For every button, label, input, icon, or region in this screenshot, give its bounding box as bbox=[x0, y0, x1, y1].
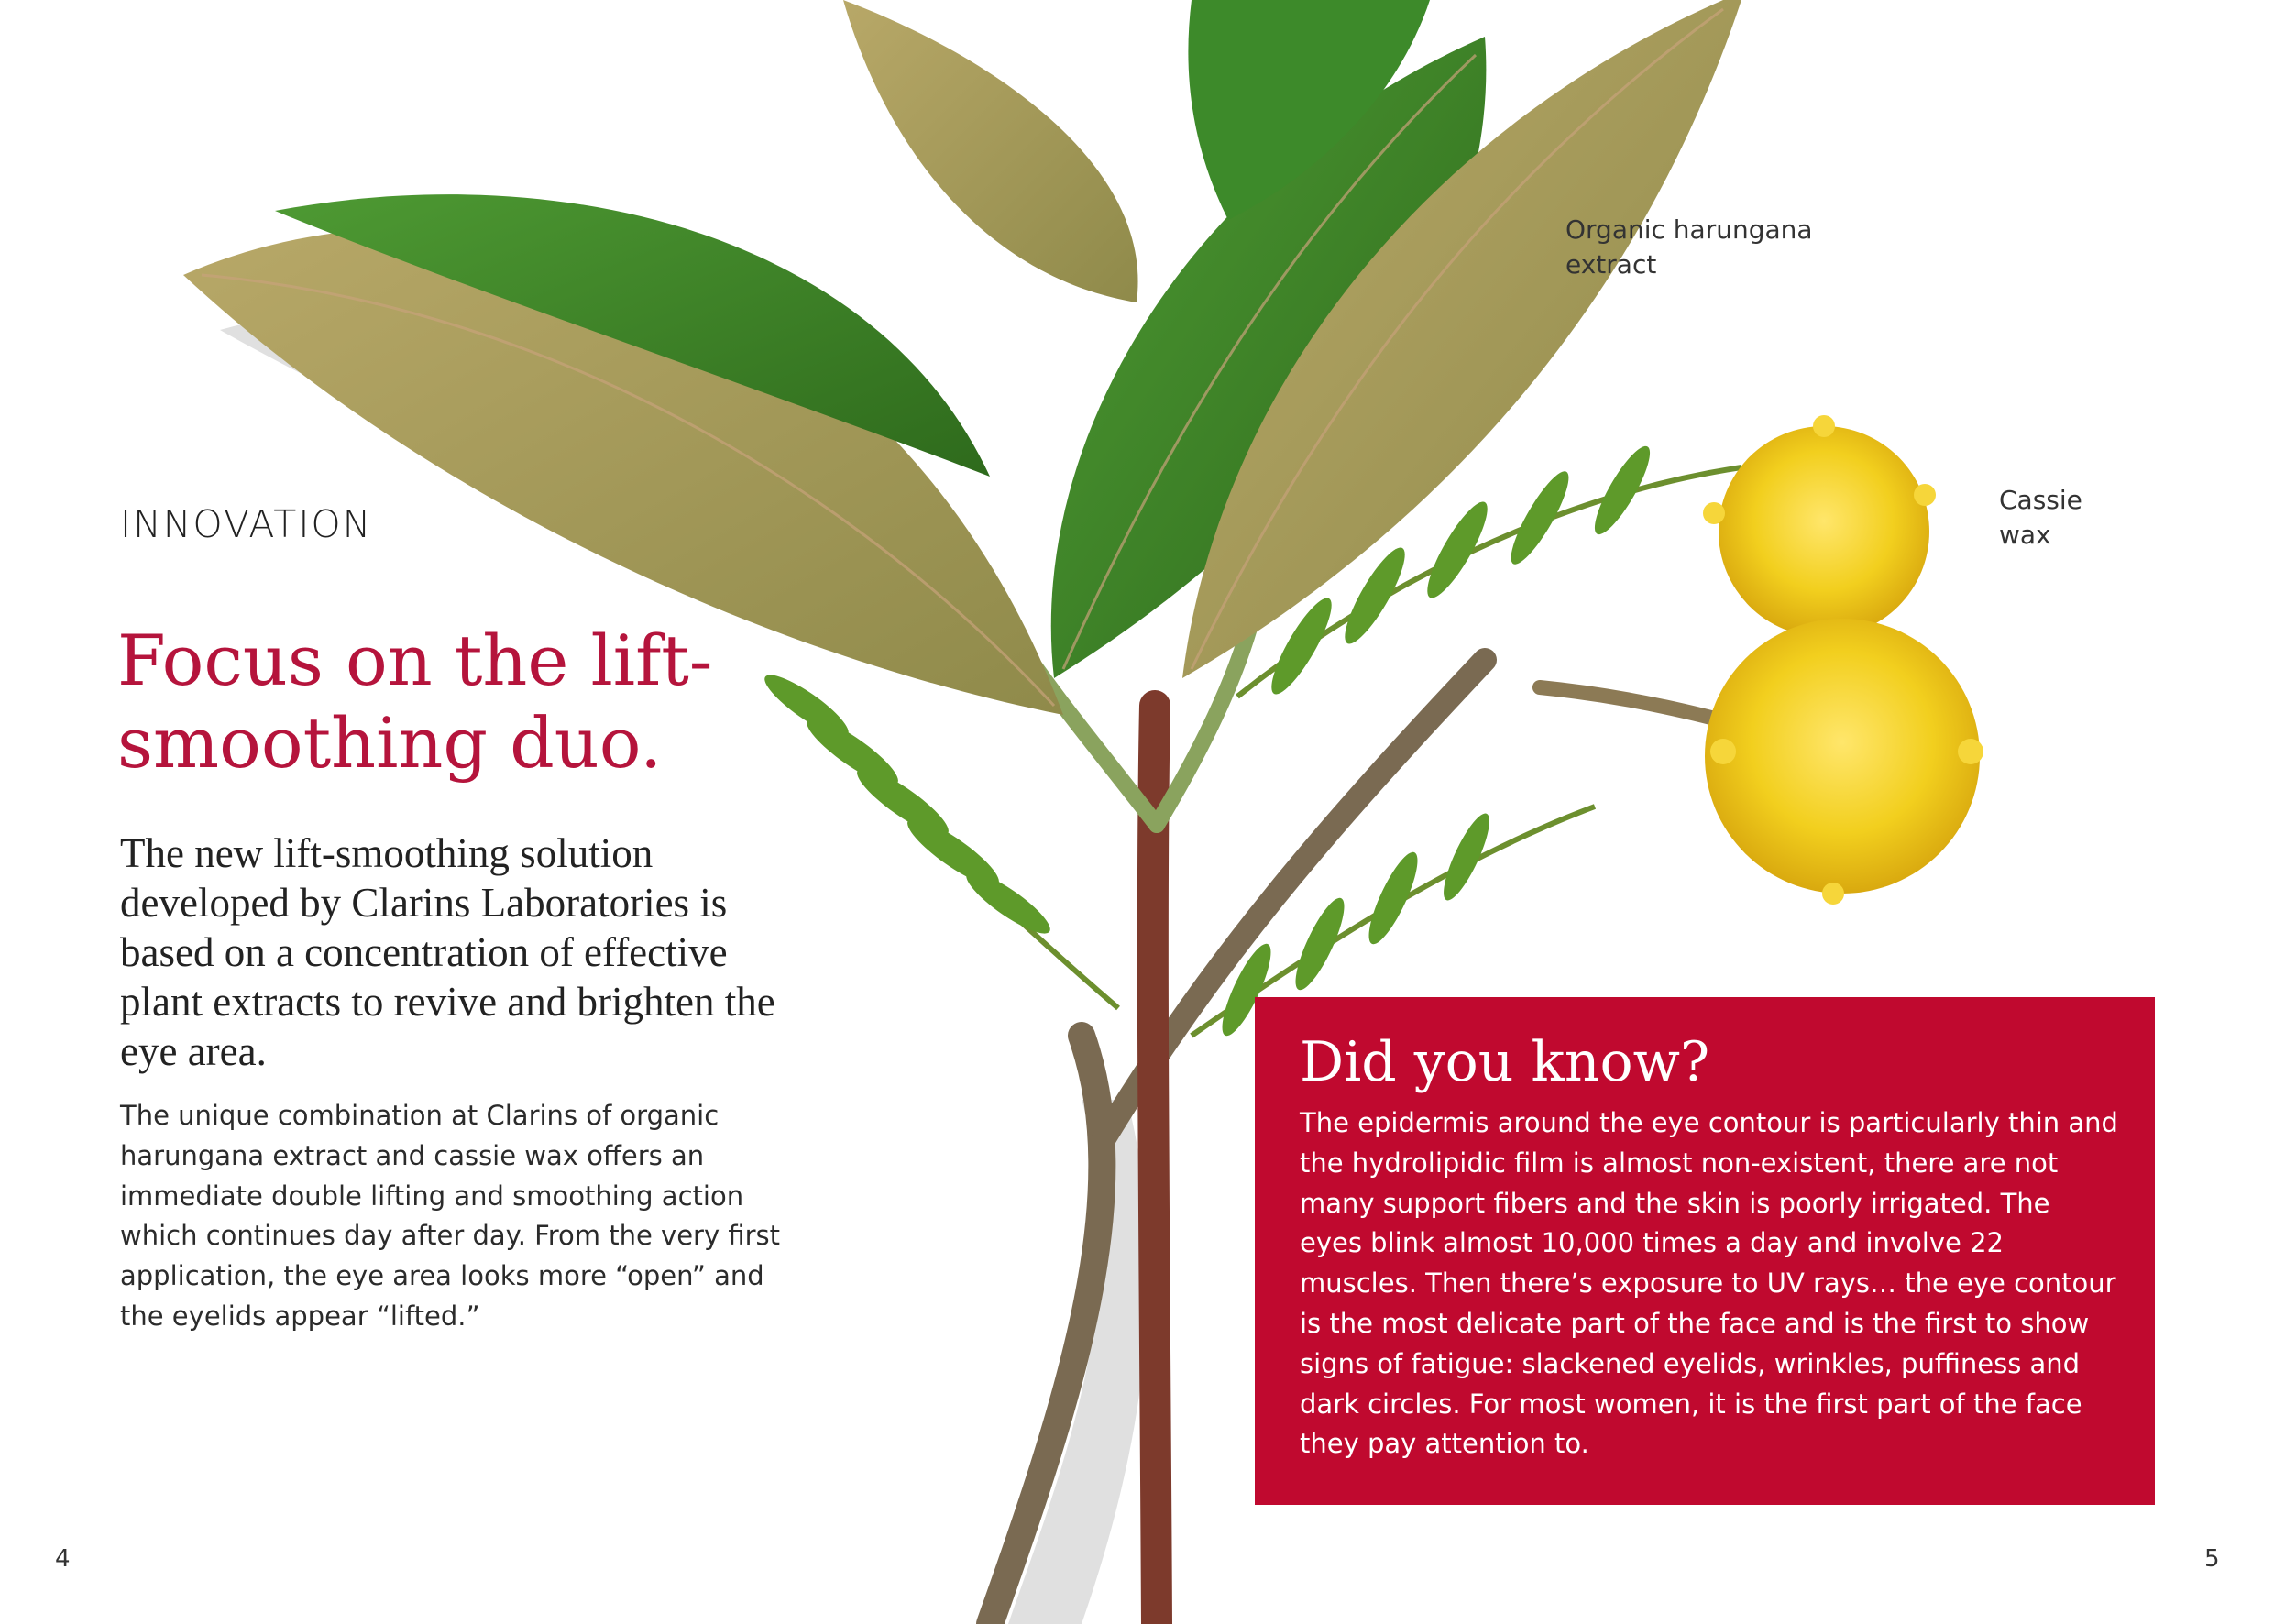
section-label: INNOVATION bbox=[120, 502, 373, 546]
page-number-right: 5 bbox=[2204, 1545, 2220, 1573]
page-number-left: 4 bbox=[55, 1545, 71, 1573]
did-you-know-box bbox=[1255, 997, 2155, 1505]
caption-cassie: Cassie wax bbox=[1999, 485, 2082, 550]
cassie-flowers bbox=[1703, 415, 1983, 905]
lead-paragraph: The new lift-smoothing solution developed by Clarins Laboratories is based on a concentration of effective plant extracts to revive and brighten the eye area. bbox=[120, 830, 775, 1074]
caption-harungana: Organic harungana extract bbox=[1565, 214, 1813, 280]
headline: Focus on the lift-smoothing duo. bbox=[117, 620, 713, 784]
large-leaves bbox=[183, 0, 1741, 715]
did-you-know-text: The epidermis around the eye contour is particularly thin and the hydrolipidic film is almost non-existent, there are not many support fibers and the skin is poorly irrigated. The eyes blink almost 10,000 times a day and involve 22 muscles. Then there’s exposure to UV rays… the eye contour is the most delicate part of the face and is the first to show signs of fatigue: slackened eyelids, wrinkles, puffiness and dark circles. For most women, it is the first part of the face they pay attention to. bbox=[1300, 1107, 2118, 1460]
did-you-know-title: Did you know? bbox=[1300, 1030, 1710, 1094]
body-paragraph: The unique combination at Clarins of organic harungana extract and cassie wax offers an immediate double lifting and smoothing action which continues day after day. From the very first application, the eye area looks more “open” and the eyelids appear “lifted.” bbox=[120, 1100, 781, 1332]
